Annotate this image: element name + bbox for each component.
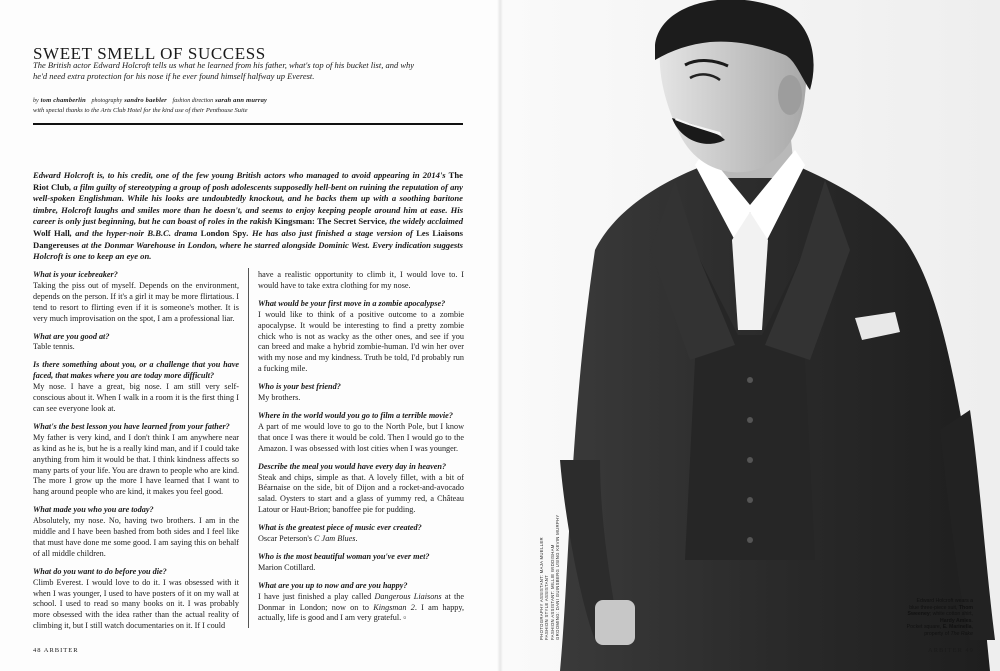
column-rule — [248, 268, 249, 628]
answer: Taking the piss out of myself. Depends on the environment, depends on the person. If it's a girl it may be more flirtatious. I tend to resort to flirting even if it is someone's mother. It is very much improvisation on the spot, I am a professional liar. — [33, 280, 239, 323]
folio-right: ARBITER 49 — [928, 647, 974, 654]
byline-by-label: by — [33, 98, 39, 104]
intro-text: at the Donmar Warehouse in London, where he starred alongside Dominic West. Every indication suggests Holcroft is one to keep an eye on. — [33, 239, 463, 262]
question: What are you good at? — [33, 331, 110, 341]
question: What's the best lesson you have learned from your father? — [33, 421, 230, 431]
byline — [33, 96, 433, 115]
answer: Marion Cotillard. — [258, 562, 316, 572]
qa-block — [258, 552, 464, 574]
question: What made you who you are today? — [33, 505, 154, 515]
intro-text: , the widely acclaimed — [385, 216, 463, 227]
article-intro — [33, 170, 463, 263]
folio-left: 48 ARBITER — [33, 647, 79, 654]
qa-block — [33, 332, 239, 354]
byline-fashion-label: fashion direction — [172, 98, 214, 104]
qa-block — [33, 567, 239, 632]
button — [747, 497, 753, 503]
intro-title-ref: The Riot Club — [33, 170, 463, 192]
question: What is the greatest piece of music ever created? — [258, 523, 422, 533]
ear — [778, 75, 802, 115]
byline-author: tom chamberlin — [40, 97, 86, 104]
answer: My father is very kind, and I don't think I am anywhere near as kind as he is, but he is a really kind man, and if I could take anything from him it would be that. I think kindness affects so many parts of your life. You are drawn to people who are kind. The more I grow up the more I have learned that I want to hang around people who are kind, it makes you feel good. — [33, 432, 239, 497]
caption-brand: Thom Sweeney — [907, 604, 973, 618]
caption-line: ; white cotton shirt, — [929, 611, 973, 618]
right-page — [500, 0, 1000, 671]
photo-credit-line: GROOMING: DANI GUINSBERG USING KEVIN MURPHY — [554, 514, 560, 640]
qa-column-2 — [258, 270, 464, 631]
answer-title-ref: C Jam Blues — [314, 534, 356, 544]
intro-title-ref: Kingsman: The Secret Service — [274, 216, 386, 227]
answer: Table tennis. — [33, 342, 75, 352]
photo-credit-line: FASHION ASSISTANT: MILLIE WIDDISHAM — [549, 544, 555, 640]
answer: Climb Everest. I would love to do it. I was obsessed with it when I was younger, I used to have posters of it on my wall at school. I used to read so many books on it. I was probably more obsessed with the idea rather than the actual reality of climbing it, but I still watch documentaries on it. If I could — [33, 577, 239, 631]
caption-line: , property of — [924, 624, 973, 637]
answer: Absolutely, my nose. No, having two brothers. I am in the middle and I have been bashed from both sides and I feel like that must have done me some good. I am saying this on behalf of all middle children. — [33, 516, 239, 558]
answer-text: I have just finished a play called — [258, 591, 375, 601]
answer-text: . I am happy, actually, life is good and I am very grateful. ▫ — [258, 602, 464, 623]
qa-block — [258, 411, 464, 455]
photo-credit-line: FASHION STYLE ASSISTANT — [544, 574, 550, 640]
intro-text: , and the hyper-noir B.B.C. drama — [69, 227, 201, 238]
byline-photo-label: photography — [91, 98, 123, 104]
answer — [258, 592, 464, 625]
left-hand — [595, 600, 635, 645]
byline-fashion-director: sarah ann murray — [215, 97, 268, 104]
byline-photographer: sandro baebler — [124, 97, 167, 104]
answer-text: at the Donmar in London; now on to — [258, 591, 465, 612]
question: What do you want to do before you die? — [33, 566, 167, 576]
answer — [258, 534, 464, 545]
caption-line: blue three-piece suit, — [909, 604, 958, 611]
qa-block — [258, 462, 464, 517]
question: What would be your first move in a zombie apocalypse? — [258, 298, 446, 308]
answer: have a realistic opportunity to climb it, I would love to. I would have to take extra clothing for my nose. — [258, 270, 464, 290]
caption-brand: Hardy Amies — [940, 617, 972, 624]
answer: A part of me would love to go to the North Pole, but I know that once I was there it would be cold. Then I would go to the Amazon. I was obsessed with lost cities when I was younger. — [258, 421, 464, 453]
button — [747, 457, 753, 463]
question: What are you up to now and are you happy? — [258, 580, 408, 590]
byline-thanks: with special thanks to the Arts Club Hotel for the kind use of their Penthouse Suite — [33, 107, 248, 114]
intro-text: . He has also just finished a stage version of — [246, 227, 417, 238]
intro-text: Edward Holcroft is, to his credit, one of the few young British actors who managed to avoid appearing in 2014's — [33, 170, 449, 180]
question: Who is your best friend? — [258, 382, 341, 392]
portrait-photo — [500, 0, 1000, 671]
qa-block — [258, 299, 464, 375]
intro-title-ref: London Spy — [200, 227, 247, 238]
qa-block — [258, 382, 464, 404]
answer: My brothers. — [258, 393, 301, 403]
qa-block — [258, 523, 464, 545]
caption-brand: E. Marinella — [942, 624, 972, 631]
qa-block — [258, 270, 464, 292]
caption-line: . — [971, 617, 973, 624]
caption-line: Pocket square, — [906, 624, 942, 631]
question: Is there something about you, or a challenge that you have faced, that makes where you are today more difficult? — [33, 360, 239, 381]
question: What is your icebreaker? — [33, 270, 118, 279]
article-title: SWEET SMELL OF SUCCESS — [33, 44, 266, 63]
intro-title-ref: Les Liaisons Dangereuses — [33, 227, 464, 250]
answer-title-ref: Dangerous Liaisons — [374, 591, 442, 601]
answer: My nose. I have a great, big nose. I am still very self-conscious about it. When I walk in a room it is the first thing I can see everyone look at. — [33, 382, 239, 413]
caption-publication: The Rake — [950, 630, 973, 637]
intro-text: , a film guilty of stereotyping a group of posh adolescents supposedly hell-bent on ruining the reputation of any well-spoken Englishman. While his looks are undoubtedly knockout, and he backs them up with a soothing baritone timbre, Holcroft laughs and smiles more than he doesn't, and seems to enjoy keeping people around him at ease. His career is only just beginning, but he can boast of roles in the rakish — [33, 181, 463, 227]
button — [747, 417, 753, 423]
intro-title-ref: Wolf Hall — [33, 227, 70, 238]
photo-credit-line: PHOTOGRAPHY ASSISTANT: MAJA MUELLER — [539, 537, 544, 640]
button — [747, 377, 753, 383]
qa-block — [33, 360, 239, 415]
qa-block — [33, 505, 239, 560]
header-rule — [33, 123, 463, 125]
photo-credits — [539, 514, 560, 640]
spine-gutter — [497, 0, 503, 671]
question: Who is the most beautiful woman you've ever met? — [258, 551, 430, 561]
qa-block — [33, 270, 239, 325]
question: Where in the world would you go to film a terrible movie? — [258, 410, 453, 420]
article-dek: The British actor Edward Holcroft tells us what he learned from his father, what's top of his bucket list, and why he'd need extra protection for his nose if he ever found himself halfway up Everest. — [33, 60, 415, 81]
answer-text: . — [355, 534, 358, 544]
answer: Steak and chips, simple as that. A lovely fillet, with a bit of Béarnaise on the side, bit of Dijon and a rocket-and-avocado salad. Oysters to start and a glass of yummy red, a Château Latour or Haut-Brion; banoffee pie for pudding. — [258, 472, 464, 515]
photo-caption — [900, 598, 973, 638]
answer: I would like to think of a positive outcome to a zombie apocalypse. It would be interesting to find a pretty zombie chick who is not as wacky as the other ones, and see if you can breed and make a hybrid zombie-human. I'd win her over with my nose and my kindness. Truth be told, I'd probably run a fucking mile. — [258, 309, 464, 374]
qa-column-1 — [33, 270, 239, 639]
answer-text: Oscar Peterson's — [258, 534, 315, 544]
answer-title-ref: Kingsman 2 — [373, 602, 415, 612]
button — [747, 537, 753, 543]
qa-block — [33, 422, 239, 498]
caption-line: Edward Holcroft wears a — [916, 598, 973, 604]
question: Describe the meal you would have every day in heaven? — [258, 461, 447, 471]
qa-block — [258, 581, 464, 625]
